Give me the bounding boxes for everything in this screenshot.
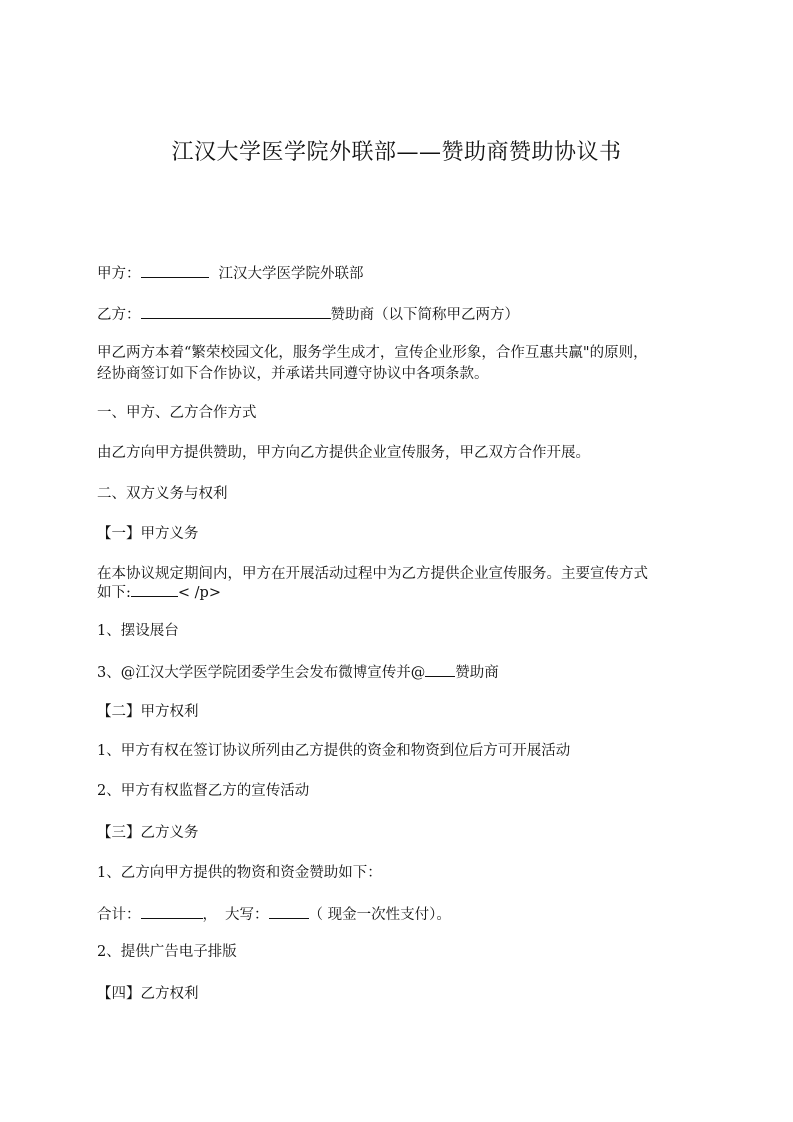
- obligation-a-item3-suffix: 赞助商: [455, 665, 499, 681]
- obligation-a-body-suffix: < /p>: [177, 585, 221, 601]
- upper-amount-label: 大写：: [225, 907, 269, 923]
- obligation-b-item1: 1、乙方向甲方提供的物资和资金赞助如下：: [97, 865, 382, 881]
- rights-a-item2: 2、甲方有权监督乙方的宣传活动: [97, 783, 310, 799]
- rights-a-item1: 1、甲方有权在签订协议所列由乙方提供的资金和物资到位后方可开展活动: [97, 743, 571, 759]
- obligation-a-item1: 1、摆设展台: [97, 623, 179, 639]
- promo-method-blank: [131, 582, 178, 597]
- rights-a-heading: 【二】甲方权利: [97, 704, 199, 720]
- party-a-line: [97, 263, 707, 284]
- section1-body: 由乙方向甲方提供赞助，甲方向乙方提供企业宣传服务，甲乙双方合作开展。: [97, 445, 590, 461]
- section2-heading: 二、双方义务与权利: [97, 486, 228, 502]
- total-amount-blank: [141, 904, 203, 919]
- obligation-a-body-line1: 在本协议规定期间内，甲方在开展活动过程中为乙方提供企业宣传服务。主要宣传方式: [97, 566, 648, 582]
- intro-line-2: 经协商签订如下合作协议，并承诺共同遵守协议中各项条款。: [97, 366, 489, 382]
- obligation-a-body-line2: [97, 582, 707, 603]
- document-title: 江汉大学医学院外联部——赞助商赞助协议书: [171, 140, 622, 165]
- sponsor-name-blank: [425, 662, 455, 677]
- party-a-label: 甲方：: [97, 266, 141, 282]
- party-b-line: [97, 304, 707, 325]
- obligation-a-body-prefix: 如下:: [97, 585, 131, 601]
- section1-heading: 一、甲方、乙方合作方式: [97, 405, 257, 421]
- payment-note: （ 现金一次性支付）。: [308, 907, 451, 923]
- party-b-name: 赞助商（以下简称甲乙两方）: [330, 307, 519, 323]
- intro-line-1: 甲乙两方本着“繁荣校园文化，服务学生成才，宣传企业形象，合作互惠共赢"的原则，: [97, 345, 648, 361]
- obligation-b-item2: 2、提供广告电子排版: [97, 944, 237, 960]
- total-label: 合计：: [97, 907, 141, 923]
- obligation-a-item3: [97, 662, 707, 683]
- total-separator: ，: [202, 907, 217, 923]
- obligation-b-total-line: [97, 904, 707, 925]
- party-a-name: 江汉大学医学院外联部: [218, 266, 364, 282]
- obligation-a-item3-prefix: 3、@江汉大学医学院团委学生会发布微博宣传并@: [97, 665, 426, 681]
- upper-amount-blank: [269, 904, 309, 919]
- obligation-a-heading: 【一】甲方义务: [97, 526, 199, 542]
- party-b-label: 乙方：: [97, 307, 141, 323]
- rights-b-heading: 【四】乙方权利: [97, 986, 199, 1002]
- party-a-blank: [141, 263, 209, 278]
- party-b-blank: [141, 304, 331, 319]
- obligation-b-heading: 【三】乙方义务: [97, 825, 199, 841]
